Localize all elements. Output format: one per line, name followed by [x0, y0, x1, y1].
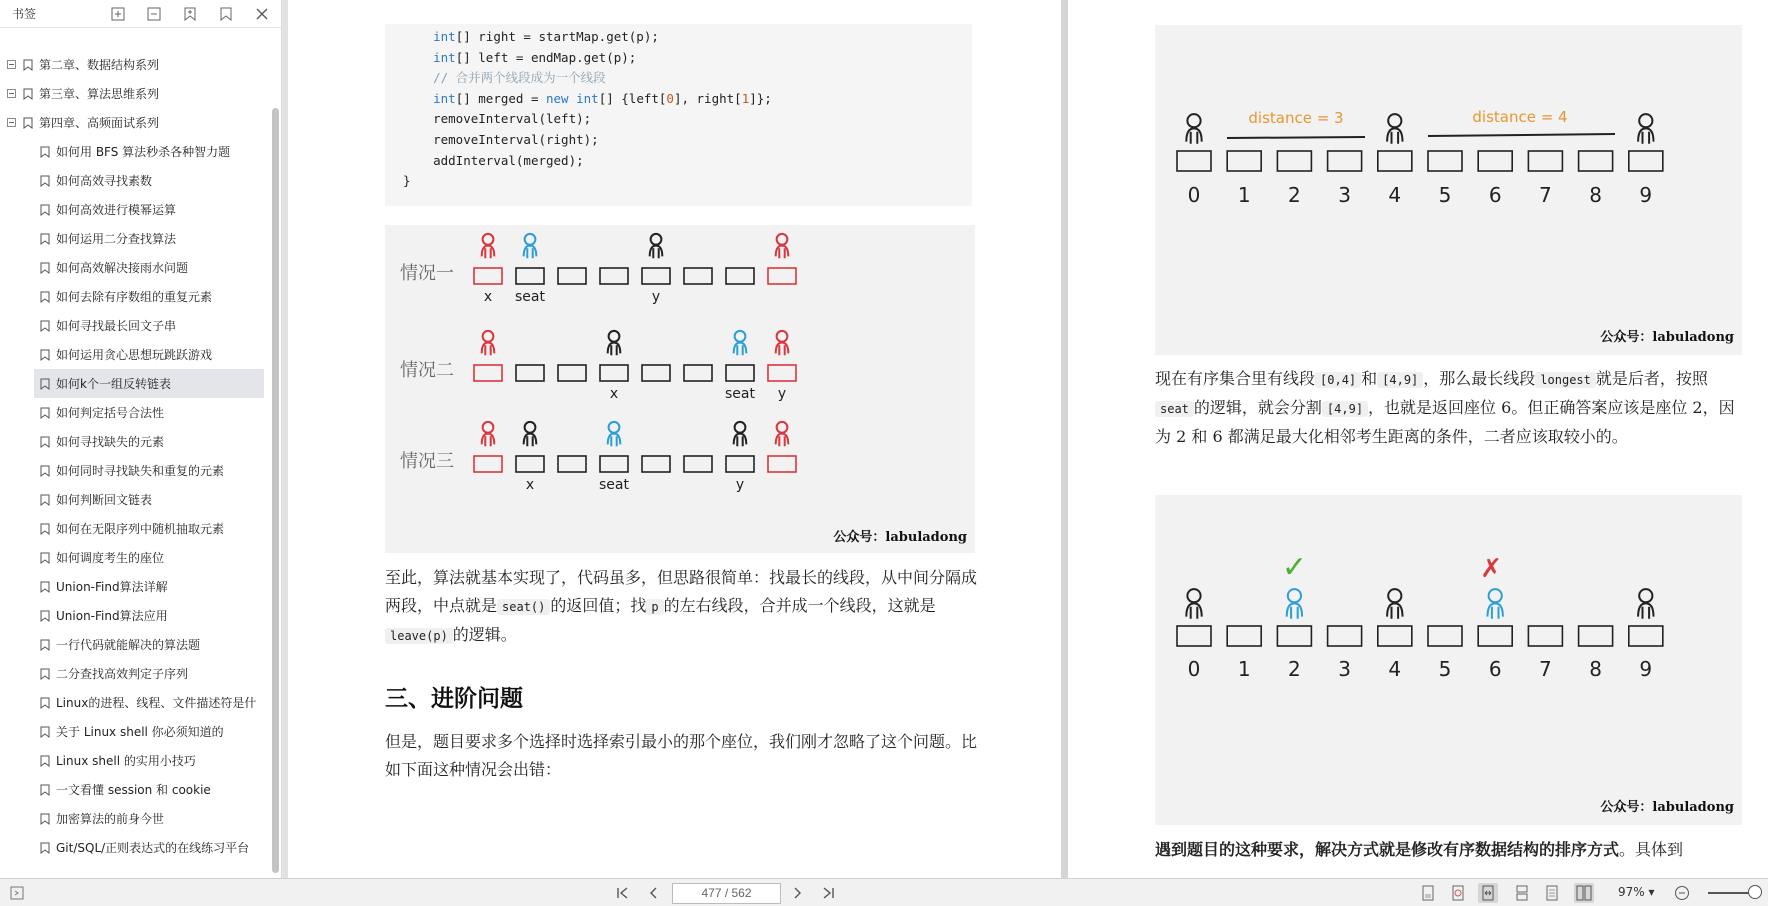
- student-figure: [1488, 603, 1503, 618]
- student-head: [1639, 589, 1652, 602]
- bookmark-item[interactable]: [0, 746, 269, 775]
- two-page-view-icon[interactable]: [1574, 883, 1594, 903]
- seat-label: x: [609, 386, 619, 402]
- bookmark-icon: [40, 842, 50, 854]
- bookmark-icon: [40, 610, 50, 622]
- seat-box: [1629, 151, 1663, 171]
- student-head: [1388, 589, 1401, 602]
- bookmark-item[interactable]: [0, 514, 269, 543]
- bookmark-label: 关于 Linux shell 你必须知道的: [56, 725, 224, 739]
- bookmark-item[interactable]: [0, 253, 269, 282]
- distance-label: distance = 4: [1472, 108, 1568, 126]
- seat-box: [600, 456, 628, 472]
- bookmark-label: 如何寻找最长回文子串: [56, 319, 177, 333]
- bookmark-label: 第二章、数据结构系列: [39, 58, 160, 72]
- student-figure: [1387, 128, 1402, 143]
- figure-watermark: 公众号：labuladong: [1600, 800, 1734, 815]
- student-figure: [776, 343, 789, 356]
- bookmark-label: 如何寻找缺失的元素: [56, 435, 165, 449]
- seat-box: [1629, 626, 1663, 646]
- seat-box: [516, 268, 544, 284]
- student-figure: [1186, 603, 1201, 618]
- bookmark-panel-header: [0, 0, 281, 28]
- student-figure: [608, 434, 621, 447]
- seat-index: 2: [1288, 657, 1301, 681]
- bookmark-label: 如何运用二分查找算法: [56, 232, 177, 246]
- seat-box: [516, 365, 544, 381]
- bookmark-label: 如何用 BFS 算法秒杀各种智力题: [56, 145, 231, 159]
- bookmark-icon: [40, 291, 50, 303]
- bookmark-label: 如何高效解决接雨水问题: [56, 261, 189, 275]
- bookmark-icon: [40, 233, 50, 245]
- seat-box: [1428, 151, 1462, 171]
- seat-box: [1177, 151, 1211, 171]
- student-figure: [482, 246, 495, 259]
- seat-box: [558, 456, 586, 472]
- bookmark-item[interactable]: [0, 775, 269, 804]
- bookmark-item[interactable]: [0, 659, 269, 688]
- continuous-view-icon[interactable]: [1512, 883, 1532, 903]
- bookmark-list: [0, 50, 269, 862]
- seat-label: y: [735, 477, 745, 493]
- seat-index: 4: [1388, 657, 1402, 681]
- seat-box: [684, 268, 712, 284]
- bookmark-label: 二分查找高效判定子序列: [56, 667, 189, 681]
- bookmark-label: Linux shell 的实用小技巧: [56, 754, 196, 768]
- bookmark-icon: [40, 755, 50, 767]
- seat-index: 8: [1589, 657, 1602, 681]
- paragraph-problem: 但是，题目要求多个选择时选择索引最小的那个座位，我们刚才忽略了这个问题。比如下面这种情况会出错：: [385, 732, 978, 779]
- bookmark-icon: [40, 697, 50, 709]
- seat-index: 5: [1438, 657, 1452, 681]
- seat-label: x: [525, 477, 535, 493]
- bookmark-icon: [40, 523, 50, 535]
- section-heading: 三、进阶问题: [385, 685, 523, 712]
- correct-seat-figure: [1155, 495, 1742, 825]
- bookmark-item[interactable]: [0, 804, 269, 833]
- student-head: [609, 422, 620, 433]
- seat-box: [1528, 626, 1562, 646]
- bookmark-icon: [40, 378, 50, 390]
- student-figure: [776, 246, 789, 259]
- expand-all-icon[interactable]: [107, 3, 129, 25]
- seat-index: 0: [1187, 183, 1201, 207]
- seat-index: 7: [1539, 183, 1552, 207]
- bookmark-item[interactable]: [0, 340, 269, 369]
- seat-label: seat: [599, 477, 629, 493]
- bookmark-label: 如何去除有序数组的重复元素: [56, 290, 213, 304]
- bookmark-icon: [40, 262, 50, 274]
- bookmark-label: Union-Find算法应用: [56, 609, 168, 623]
- bookmark-item[interactable]: [0, 601, 269, 630]
- bookmark-item[interactable]: [0, 427, 269, 456]
- seat-box: [1227, 151, 1261, 171]
- pdf-page-right: [1068, 0, 1768, 878]
- cross-mark-icon: ✗: [1480, 554, 1503, 584]
- seat-index: 3: [1338, 657, 1351, 681]
- distance-line: [1428, 134, 1615, 136]
- seat-box: [684, 456, 712, 472]
- student-figure: [482, 343, 495, 356]
- bookmark-icon: [23, 117, 33, 129]
- paragraph-solution: 遇到题目的这种要求，解决方式就是修改有序数据结构的排序方式。具体到: [1155, 840, 1684, 859]
- student-figure: [482, 434, 495, 447]
- student-head: [777, 331, 788, 342]
- bookmark-label: 如何判定括号合法性: [56, 406, 165, 420]
- bookmark-icon: [40, 726, 50, 738]
- next-page-icon[interactable]: [786, 884, 808, 902]
- seat-box: [1478, 626, 1512, 646]
- distance-line: [1227, 137, 1365, 138]
- seat-box: [600, 365, 628, 381]
- seat-box: [642, 365, 670, 381]
- bookmark-icon: [40, 813, 50, 825]
- student-head: [1187, 589, 1200, 602]
- seat-cases-diagram: [385, 225, 975, 553]
- seat-index: 5: [1438, 183, 1452, 207]
- seat-box: [1579, 151, 1613, 171]
- student-figure: [1638, 128, 1653, 143]
- bookmark-label: 第三章、算法思维系列: [39, 87, 160, 101]
- case-label: 情况三: [400, 451, 454, 472]
- seat-label: x: [483, 289, 493, 305]
- seat-box: [516, 456, 544, 472]
- paragraph-analysis: 现在有序集合里有线段 [0,4] 和 [4,9] ，那么最长线段 longest 就是后者，按照seat 的逻辑，就会分割 [4,9] ，也就是返回座位 6。但正确答案应该是座位 2，因为 2 和 6 都满足最大化相邻考生距离的条件，二者应该取较小的。: [1155, 369, 1735, 446]
- bookmark-label: Git/SQL/正则表达式的在线练习平台: [56, 841, 250, 855]
- seat-box: [1478, 151, 1512, 171]
- student-figure: [776, 434, 789, 447]
- bookmark-icon: [40, 668, 50, 680]
- bookmark-icon: [23, 88, 33, 100]
- seat-index: 7: [1539, 657, 1552, 681]
- student-head: [483, 331, 494, 342]
- student-head: [483, 422, 494, 433]
- student-head: [1187, 114, 1200, 127]
- seat-box: [1277, 626, 1311, 646]
- bookmark-item[interactable]: [0, 456, 269, 485]
- bookmark-item[interactable]: [0, 166, 269, 195]
- seat-label: seat: [725, 386, 755, 402]
- student-figure: [1387, 603, 1402, 618]
- bookmark-item[interactable]: [0, 137, 269, 166]
- bookmark-panel: [0, 0, 282, 878]
- seat-box: [1579, 626, 1613, 646]
- bookmark-icon: [40, 407, 50, 419]
- expand-toggle-icon[interactable]: [7, 60, 16, 69]
- bookmark-icon: [40, 204, 50, 216]
- close-icon[interactable]: [251, 3, 273, 25]
- student-figure: [734, 434, 747, 447]
- distance-figure: [1155, 25, 1742, 355]
- page-gap: [1061, 0, 1068, 878]
- seat-box: [1528, 151, 1562, 171]
- bookmark-label: 如何同时寻找缺失和重复的元素: [56, 464, 225, 478]
- seat-box: [1227, 626, 1261, 646]
- seat-box: [642, 268, 670, 284]
- bookmark-item[interactable]: [0, 108, 269, 137]
- bookmark-item[interactable]: [0, 630, 269, 659]
- bookmark-icon: [40, 581, 50, 593]
- bookmark-item[interactable]: [34, 369, 264, 398]
- sidebar-toggle-icon[interactable]: [8, 884, 26, 902]
- bookmark-label: Union-Find算法详解: [56, 580, 168, 594]
- seat-box: [1177, 626, 1211, 646]
- previous-page-icon[interactable]: [643, 884, 665, 902]
- student-figure: [608, 343, 621, 356]
- last-page-icon[interactable]: [817, 884, 839, 902]
- bookmark-item[interactable]: [0, 688, 269, 717]
- seat-index: 0: [1187, 657, 1201, 681]
- bookmark-label: 如何高效寻找素数: [56, 174, 153, 188]
- status-bar: [0, 878, 1768, 906]
- figure-watermark: 公众号：labuladong: [1600, 330, 1734, 345]
- bookmark-label: 一文看懂 session 和 cookie: [56, 783, 211, 797]
- student-head: [1639, 114, 1652, 127]
- seat-box: [1328, 626, 1362, 646]
- seat-box: [1328, 151, 1362, 171]
- bookmark-item[interactable]: [0, 833, 269, 862]
- bookmark-item[interactable]: [0, 282, 269, 311]
- zoom-slider-handle[interactable]: [1748, 885, 1762, 899]
- seat-box: [1428, 626, 1462, 646]
- bookmark-item[interactable]: [0, 79, 269, 108]
- bookmark-label: 如何高效进行模幂运算: [56, 203, 177, 217]
- bookmark-icon: [40, 465, 50, 477]
- bookmark-panel-title: 书签: [12, 7, 37, 21]
- student-head: [1288, 589, 1301, 602]
- bookmark-label: 加密算法的前身今世: [56, 812, 165, 826]
- seat-index: 2: [1288, 183, 1301, 207]
- pdf-page-left: [288, 0, 1061, 878]
- figure-watermark: 公众号：labuladong: [833, 530, 967, 545]
- seat-index: 6: [1488, 657, 1502, 681]
- seat-cases-figure: [385, 225, 975, 553]
- bookmark-item[interactable]: [0, 717, 269, 746]
- student-head: [1388, 114, 1401, 127]
- bookmark-icon: [40, 552, 50, 564]
- bookmark-icon: [23, 59, 33, 71]
- student-figure: [1638, 603, 1653, 618]
- seat-box: [726, 456, 754, 472]
- bookmark-label: 如何k个一组反转链表: [56, 377, 171, 391]
- bookmark-label: 如何调度考生的座位: [56, 551, 165, 565]
- seat-index: 9: [1639, 657, 1653, 681]
- bookmark-icon: [40, 639, 50, 651]
- bookmark-item[interactable]: [0, 50, 269, 79]
- seat-label: y: [651, 289, 661, 305]
- code-block: int[] right = startMap.get(p); int[] left = endMap.get(p); // 合并两个线段成为一个线段 int[] merged = new int[] {left[0], right[1]}; removeInterval(left); removeInterval(right); addInterval(merged); }: [385, 24, 972, 206]
- student-figure: [524, 246, 537, 259]
- bookmark-item[interactable]: [0, 224, 269, 253]
- bookmark-icon: [40, 436, 50, 448]
- seat-box: [726, 268, 754, 284]
- bookmark-item[interactable]: [0, 195, 269, 224]
- single-page-view-icon[interactable]: [1418, 883, 1438, 903]
- seat-box: [558, 365, 586, 381]
- bookmark-label: 第四章、高频面试系列: [39, 116, 160, 130]
- seat-box: [642, 456, 670, 472]
- seat-index: 8: [1589, 183, 1602, 207]
- bookmark-icon: [40, 784, 50, 796]
- page-number-input[interactable]: 477 / 562: [672, 883, 781, 904]
- seat-label: seat: [515, 289, 545, 305]
- check-mark-icon: ✓: [1281, 550, 1307, 585]
- student-head: [777, 422, 788, 433]
- zoom-level[interactable]: 97% ▾: [1618, 885, 1655, 899]
- seat-label: y: [777, 386, 787, 402]
- seat-box: [474, 365, 502, 381]
- seat-box: [768, 456, 796, 472]
- student-figure: [650, 246, 663, 259]
- bookmark-icon[interactable]: [215, 3, 237, 25]
- bookmark-item[interactable]: [0, 543, 269, 572]
- collapse-all-icon[interactable]: [143, 3, 165, 25]
- paragraph-summary: 至此，算法就基本实现了，代码虽多，但思路很简单：找最长的线段，从中间分隔成两段，中点就是 seat() 的返回值；找 p 的左右线段，合并成一个线段，这就是leave(p) 的逻辑。: [385, 568, 978, 644]
- seat-box: [1378, 151, 1412, 171]
- seat-box: [1277, 151, 1311, 171]
- student-figure: [524, 434, 537, 447]
- correct-seat-diagram: [1155, 495, 1742, 825]
- student-figure: [734, 343, 747, 356]
- seat-index: 4: [1388, 183, 1402, 207]
- seat-index: 9: [1639, 183, 1653, 207]
- student-head: [525, 422, 536, 433]
- case-label: 情况一: [400, 263, 454, 284]
- bookmark-label: 如何在无限序列中随机抽取元素: [56, 522, 225, 536]
- bookmark-item[interactable]: [0, 485, 269, 514]
- bookmark-icon: [40, 320, 50, 332]
- student-head: [651, 234, 662, 245]
- document-view[interactable]: [283, 0, 1768, 878]
- sidebar-scrollbar[interactable]: [272, 108, 279, 873]
- bookmark-item[interactable]: [0, 398, 269, 427]
- seat-box: [474, 268, 502, 284]
- seat-index: 1: [1237, 183, 1251, 207]
- student-head: [735, 422, 746, 433]
- student-head: [1489, 589, 1502, 602]
- zoom-out-icon[interactable]: [1672, 883, 1692, 903]
- student-head: [525, 234, 536, 245]
- case-label: 情况二: [400, 360, 454, 381]
- student-figure: [1186, 128, 1201, 143]
- seat-box: [474, 456, 502, 472]
- seat-box: [726, 365, 754, 381]
- distance-label: distance = 3: [1248, 109, 1344, 127]
- fit-width-view-icon[interactable]: [1478, 883, 1498, 903]
- student-head: [777, 234, 788, 245]
- bookmark-icon: [40, 175, 50, 187]
- student-figure: [1287, 603, 1302, 618]
- expand-toggle-icon[interactable]: [7, 118, 16, 127]
- bookmark-label: 一行代码就能解决的算法题: [56, 638, 201, 652]
- seat-box: [684, 365, 712, 381]
- student-head: [609, 331, 620, 342]
- bookmark-item[interactable]: [0, 311, 269, 340]
- seat-box: [768, 268, 796, 284]
- bookmark-icon: [40, 349, 50, 361]
- bookmark-label: Linux的进程、线程、文件描述符是什: [56, 696, 257, 710]
- bookmark-icon: [40, 494, 50, 506]
- first-page-icon[interactable]: [612, 884, 634, 902]
- seat-index: 3: [1338, 183, 1351, 207]
- expand-toggle-icon[interactable]: [7, 89, 16, 98]
- bookmark-item[interactable]: [0, 572, 269, 601]
- bookmark-icon: [40, 146, 50, 158]
- student-head: [483, 234, 494, 245]
- distance-diagram: [1155, 25, 1742, 355]
- seat-index: 6: [1488, 183, 1502, 207]
- seat-index: 1: [1237, 657, 1251, 681]
- add-bookmark-icon[interactable]: [179, 3, 201, 25]
- rotate-view-icon[interactable]: [1448, 883, 1468, 903]
- bookmark-label: 如何运用贪心思想玩跳跃游戏: [56, 348, 213, 362]
- seat-box: [768, 365, 796, 381]
- seat-box: [600, 268, 628, 284]
- facing-view-icon[interactable]: [1542, 883, 1562, 903]
- seat-box: [1378, 626, 1412, 646]
- student-head: [735, 331, 746, 342]
- seat-box: [558, 268, 586, 284]
- bookmark-label: 如何判断回文链表: [56, 493, 153, 507]
